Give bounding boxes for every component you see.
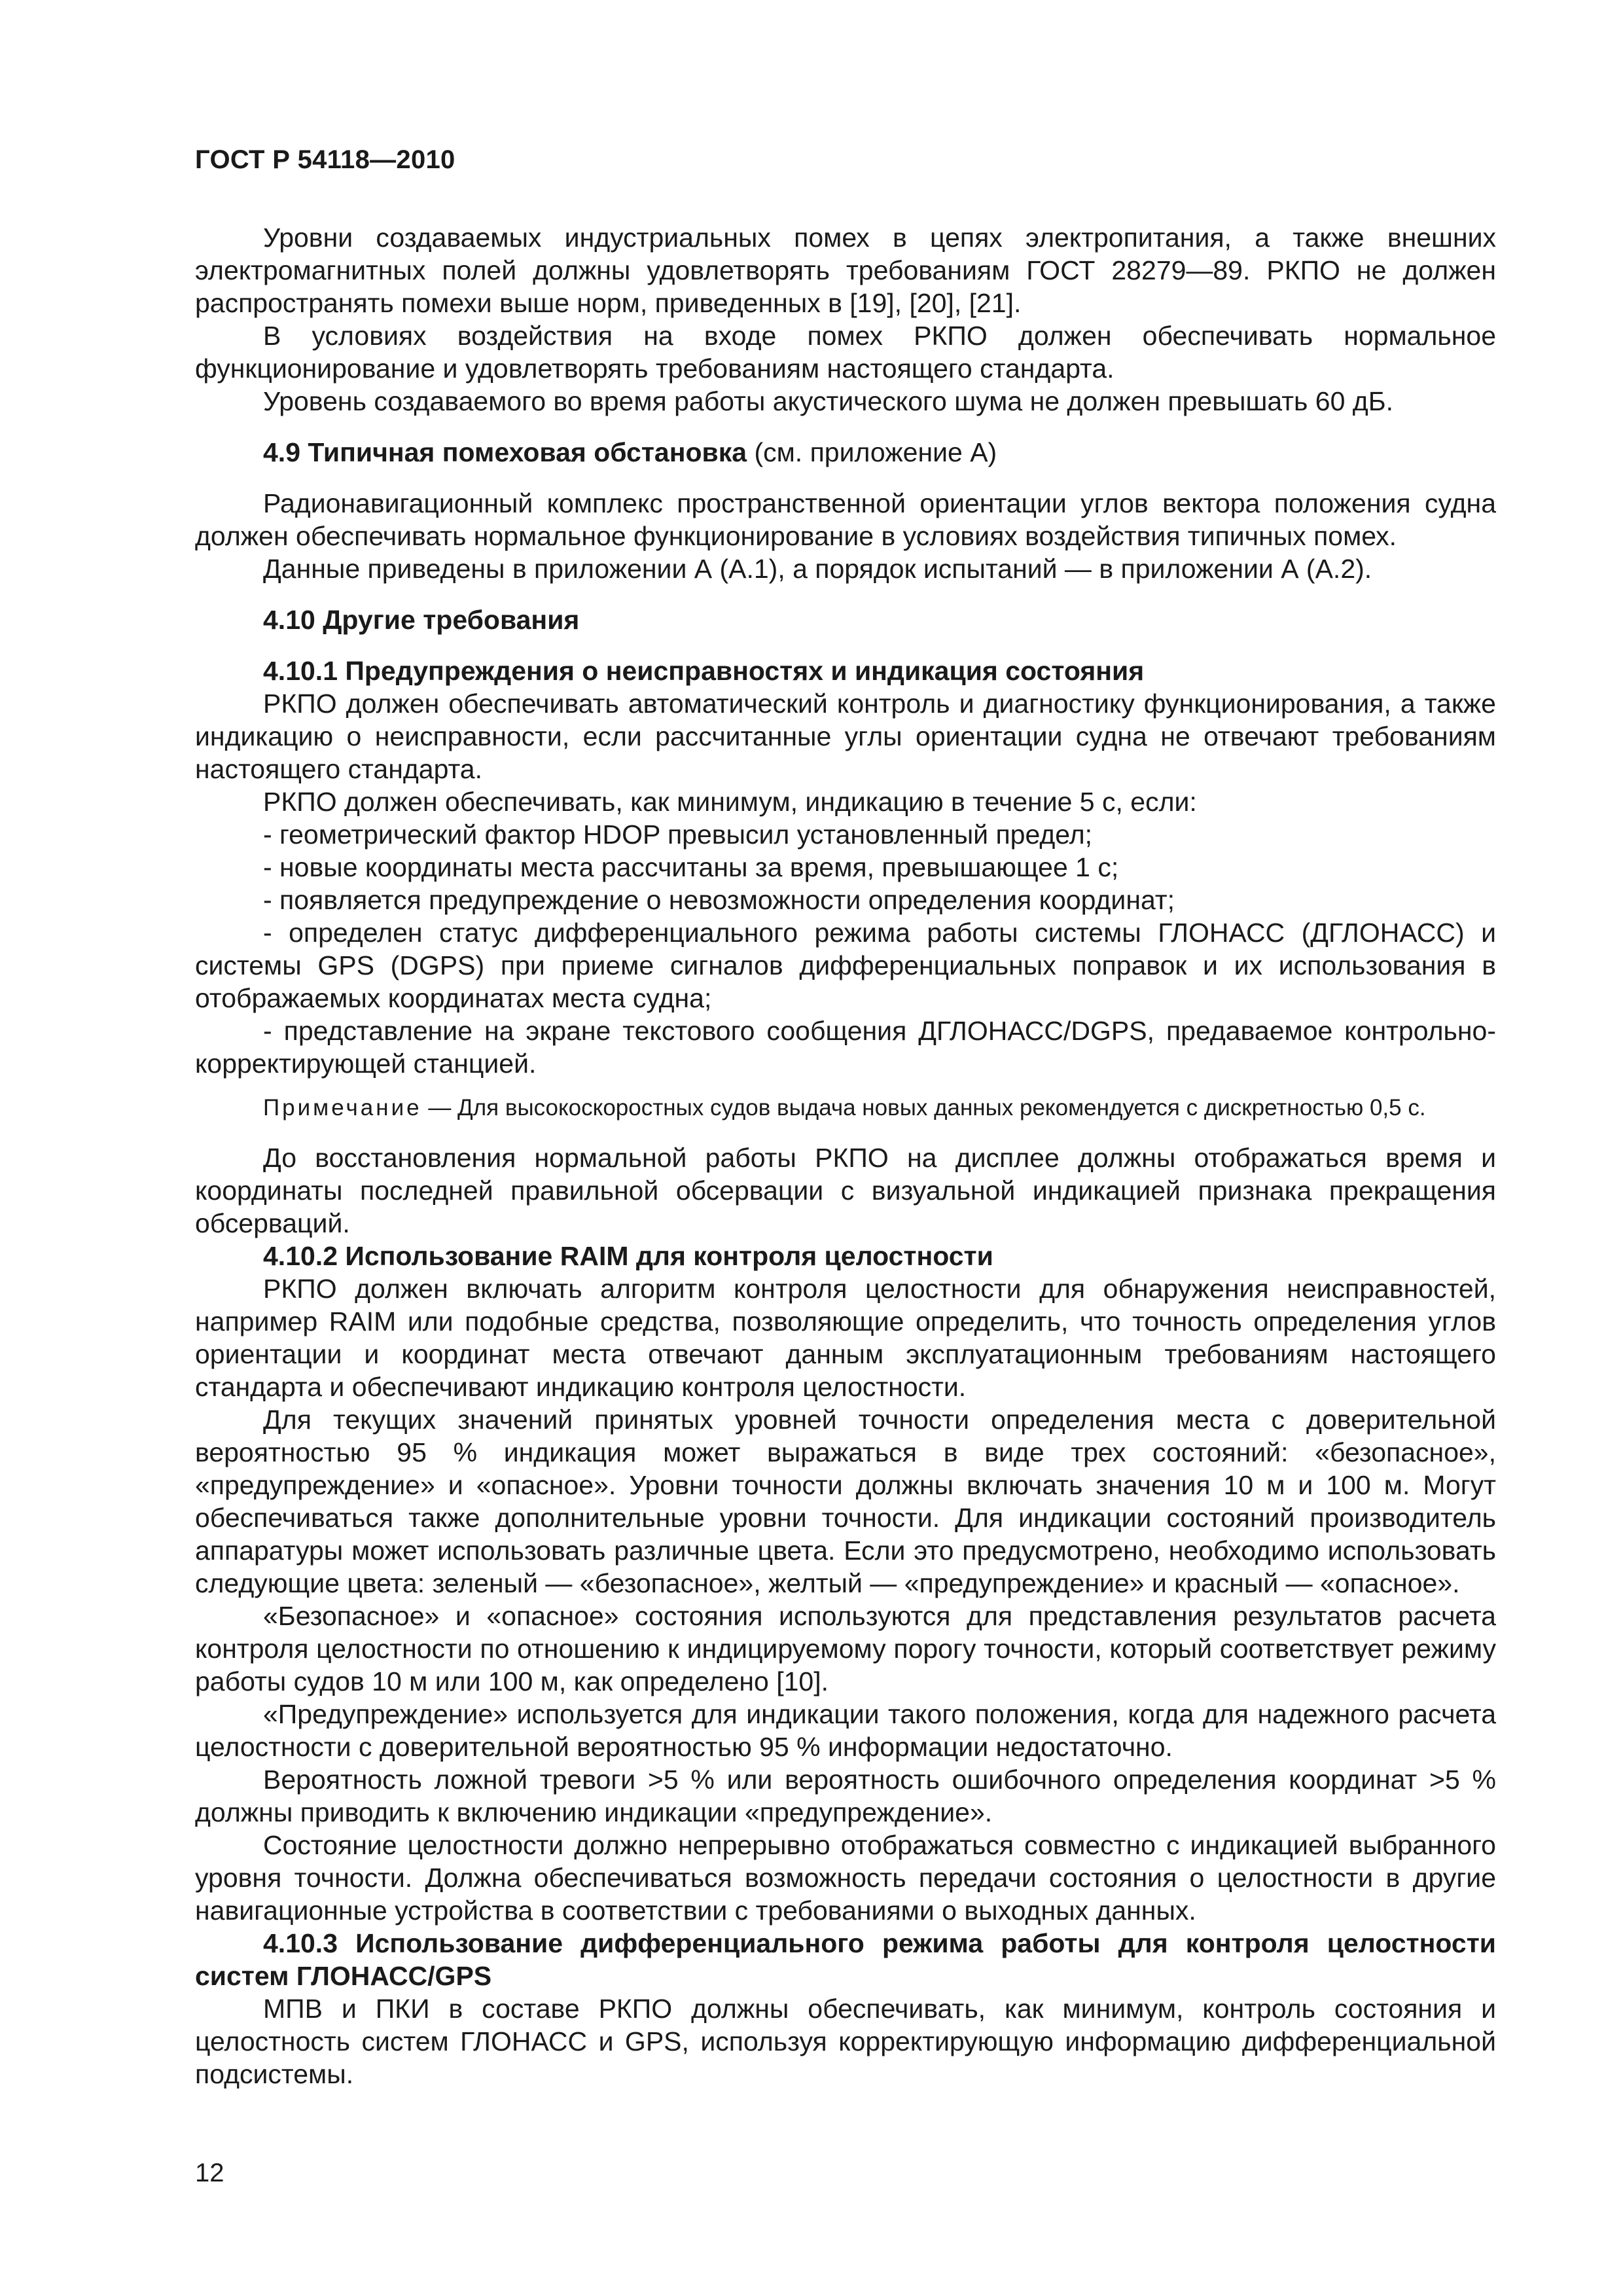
paragraph: Состояние целостности должно непрерывно отображаться совместно с индикацией выбранного уровня точности. Должна обеспечиваться возможность передачи состояния о целостности в другие навигационные устройства в соответствии с требованиями о выходных данных. <box>195 1830 1496 1926</box>
list-item: - появляется предупреждение о невозможности определения координат; <box>263 885 1175 915</box>
section-number: 4.9 <box>263 437 300 467</box>
list-item: - определен статус дифференциального режима работы системы ГЛОНАСС (ДГЛОНАСС) и системы GPS (DGPS) при приеме сигналов дифференциальных поправок и их использования в отображаемых координатах места судна; <box>195 918 1496 1013</box>
paragraph: Радионавигационный комплекс пространственной ориентации углов вектора положения судна должен обеспечивать нормальное функционирование в условиях воздействия типичных помех. <box>195 488 1496 551</box>
paragraph: Уровни создаваемых индустриальных помех в цепях электропитания, а также внешних электромагнитных полей должны удовлетворять требованиям ГОСТ 28279—89. РКПО не должен распространять помехи выше норм, приведенных в [19], [20], [21]. <box>195 223 1496 318</box>
subsection-heading-4-10-1: 4.10.1 Предупреждения о неисправностях и индикация состояния <box>263 656 1145 686</box>
list-item: - представление на экране текстового сообщения ДГЛОНАСС/DGPS, предаваемое контрольно-корректирующей станцией. <box>195 1016 1496 1079</box>
paragraph: Вероятность ложной тревоги >5 % или вероятность ошибочного определения координат >5 % должны приводить к включению индикации «предупреждение». <box>195 1765 1496 1827</box>
list-item: - новые координаты места рассчитаны за время, превышающее 1 с; <box>263 852 1119 882</box>
paragraph: РКПО должен обеспечивать, как минимум, индикацию в течение 5 с, если: <box>263 787 1197 817</box>
paragraph: В условиях воздействия на входе помех РКПО должен обеспечивать нормальное функционирование и удовлетворять требованиям настоящего стандарта. <box>195 321 1496 384</box>
paragraph: До восстановления нормальной работы РКПО на дисплее должны отображаться время и координаты последней правильной обсервации с визуальной индикацией признака прекращения обсерваций. <box>195 1143 1496 1238</box>
note-label: Примечание <box>263 1095 422 1121</box>
paragraph: «Предупреждение» используется для индикации такого положения, когда для надежного расчета целостности с доверительной вероятностью 95 % информации недостаточно. <box>195 1699 1496 1762</box>
document-header: ГОСТ Р 54118—2010 <box>195 145 455 174</box>
paragraph: Для текущих значений принятых уровней точности определения места с доверительной вероятностью 95 % индикация может выражаться в виде трех состояний: «безопасное», «предупреждение» и «опасное». Уровни точности должны включать значения 10 м и 100 м. Могут обеспечиваться также дополнительные уровни точности. Для индикации состояний производитель аппаратуры может использовать различные цвета. Если это предусмотрено, необходимо использовать следующие цвета: зеленый — «безопасное», желтый — «предупреждение» и красный — «опасное». <box>195 1405 1496 1598</box>
subsection-heading-4-10-2: 4.10.2 Использование RAIM для контроля целостности <box>263 1241 993 1271</box>
paragraph: МПВ и ПКИ в составе РКПО должны обеспечивать, как минимум, контроль состояния и целостность систем ГЛОНАСС и GPS, используя корректирующую информацию дифференциальной подсистемы. <box>195 1994 1496 2089</box>
note-text: — Для высокоскоростных судов выдача новых данных рекомендуется с дискретностью 0,5 с. <box>428 1095 1426 1121</box>
section-reference: (см. приложение А) <box>754 437 997 467</box>
section-title: Другие требования <box>323 605 580 635</box>
paragraph: «Безопасное» и «опасное» состояния используются для представления результатов расчета контроля целостности по отношению к индицируемому порогу точности, который соответствует режиму работы судов 10 м или 100 м, как определено [10]. <box>195 1601 1496 1696</box>
document-body <box>195 221 1496 2090</box>
paragraph: Данные приведены в приложении А (А.1), а порядок испытаний — в приложении А (А.2). <box>263 554 1372 584</box>
section-title: Типичная помеховая обстановка <box>308 437 747 467</box>
section-number: 4.10 <box>263 605 315 635</box>
subsection-heading-4-10-3: 4.10.3 Использование дифференциального режима работы для контроля целостности систем ГЛОНАСС/GPS <box>195 1928 1496 1991</box>
paragraph: РКПО должен обеспечивать автоматический контроль и диагностику функционирования, а также индикацию о неисправности, если рассчитанные углы ориентации судна не отвечают требованиям настоящего стандарта. <box>195 689 1496 784</box>
page-number: 12 <box>195 2159 224 2187</box>
section-heading-4-10 <box>195 603 1496 636</box>
paragraph: РКПО должен включать алгоритм контроля целостности для обнаружения неисправностей, например RAIM или подобные средства, позволяющие определить, что точность определения углов ориентации и координат места отвечают данным эксплуатационным требованиям настоящего стандарта и обеспечивают индикацию контроля целостности. <box>195 1274 1496 1402</box>
note <box>195 1093 1496 1123</box>
paragraph: Уровень создаваемого во время работы акустического шума не должен превышать 60 дБ. <box>263 386 1394 416</box>
list-item: - геометрический фактор HDOP превысил установленный предел; <box>263 819 1093 850</box>
section-heading-4-9 <box>195 436 1496 469</box>
